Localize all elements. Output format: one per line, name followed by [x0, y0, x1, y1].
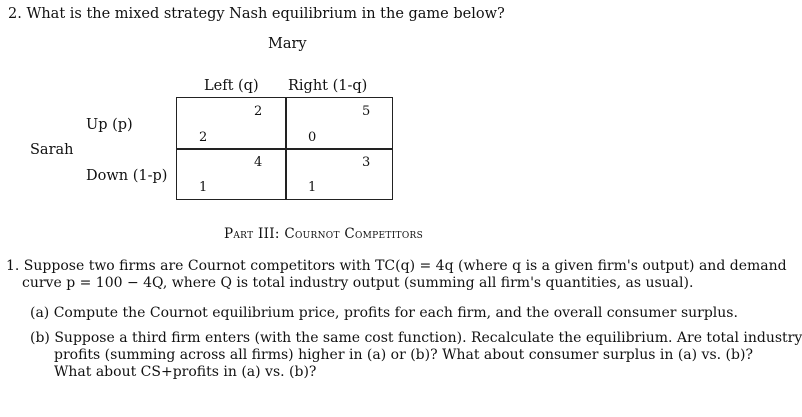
column-label-left: Left (q) — [204, 78, 259, 94]
question-text: 2. What is the mixed strategy Nash equilibrium in the game below? — [8, 6, 505, 22]
problem1-line2: curve p = 100 − 4Q, where Q is total industry output (summing all firm's quantities, as usual). — [22, 275, 694, 291]
problem1-part-b-line1: (b) Suppose a third firm enters (with the same cost function). Recalculate the equilibrium. Are total industry — [30, 330, 802, 346]
problem1-part-a: (a) Compute the Cournot equilibrium price, profits for each firm, and the overall consumer surplus. — [30, 305, 738, 321]
payoff-down-left-mary: 4 — [254, 155, 263, 170]
problem1-line1: 1. Suppose two firms are Cournot competitors with TC(q) = 4q (where q is a given firm's output) and demand — [6, 258, 787, 274]
payoff-down-right-sarah: 1 — [308, 180, 317, 195]
payoff-up-right-sarah: 0 — [308, 130, 317, 145]
problem1-part-b-line2: profits (summing across all firms) higher in (a) or (b)? What about consumer surplus in (a) vs. (b)? — [54, 347, 753, 363]
section-title: Part III: Cournot Competitors — [224, 226, 424, 242]
row-player-label: Sarah — [30, 142, 74, 158]
column-label-right: Right (1-q) — [288, 78, 368, 94]
payoff-up-left-mary: 2 — [254, 104, 263, 119]
row-label-down: Down (1-p) — [86, 168, 168, 184]
payoff-up-right-mary: 5 — [362, 104, 371, 119]
payoff-down-right-mary: 3 — [362, 155, 371, 170]
payoff-down-left-sarah: 1 — [199, 180, 208, 195]
payoff-up-left-sarah: 2 — [199, 130, 208, 145]
matrix-horizontal-divider — [177, 148, 392, 150]
row-label-up: Up (p) — [86, 117, 133, 133]
column-player-label: Mary — [268, 36, 307, 52]
problem1-part-b-line3: What about CS+profits in (a) vs. (b)? — [54, 364, 317, 380]
payoff-matrix — [176, 97, 393, 200]
